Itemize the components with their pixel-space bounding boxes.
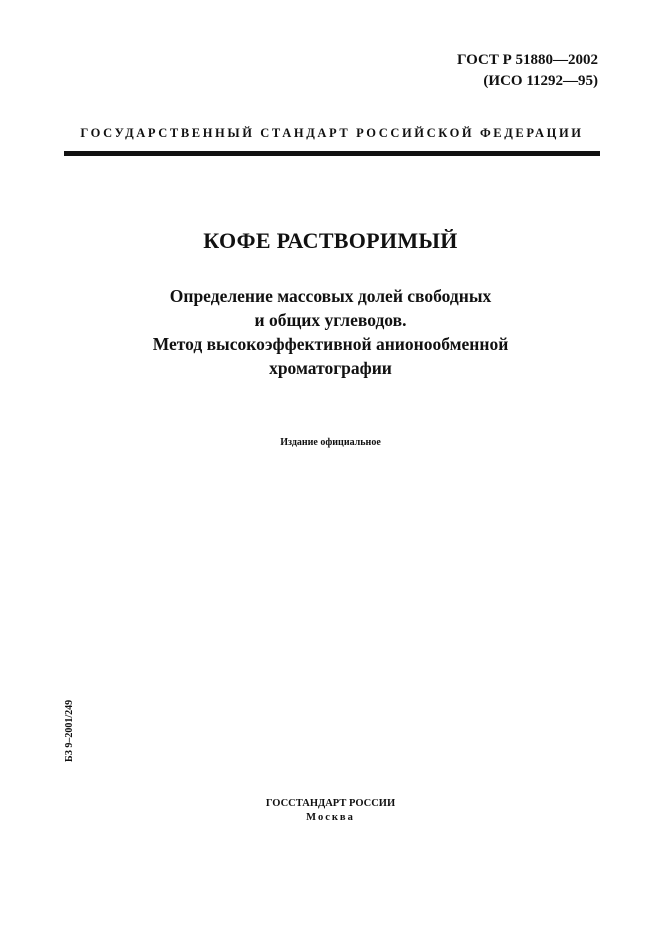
standard-number: ГОСТ Р 51880—2002: [456, 52, 598, 68]
publisher-name: ГОССТАНДАРТ РОССИИ: [265, 798, 396, 809]
edition-label: Издание официальное: [280, 437, 381, 448]
document-title: КОФЕ РАСТВОРИМЫЙ: [203, 228, 458, 253]
publisher-block: [0, 797, 661, 825]
subtitle-line: и общих углеводов.: [254, 310, 407, 330]
header-divider: [64, 151, 600, 156]
document-subtitle: [0, 284, 661, 380]
standard-code-block: [457, 50, 598, 92]
subtitle-line: Определение массовых долей свободных: [169, 286, 492, 306]
agency-header: ГОСУДАРСТВЕННЫЙ СТАНДАРТ РОССИЙСКОЙ ФЕДЕРАЦИИ: [80, 126, 584, 140]
side-catalog-code: БЗ 9–2001/249: [64, 699, 75, 762]
subtitle-line: хроматографии: [269, 358, 392, 378]
subtitle-line: Метод высокоэффективной анионообменной: [152, 334, 509, 354]
publisher-city: Москва: [306, 812, 355, 823]
iso-equivalent: (ИСО 11292—95): [483, 73, 598, 89]
